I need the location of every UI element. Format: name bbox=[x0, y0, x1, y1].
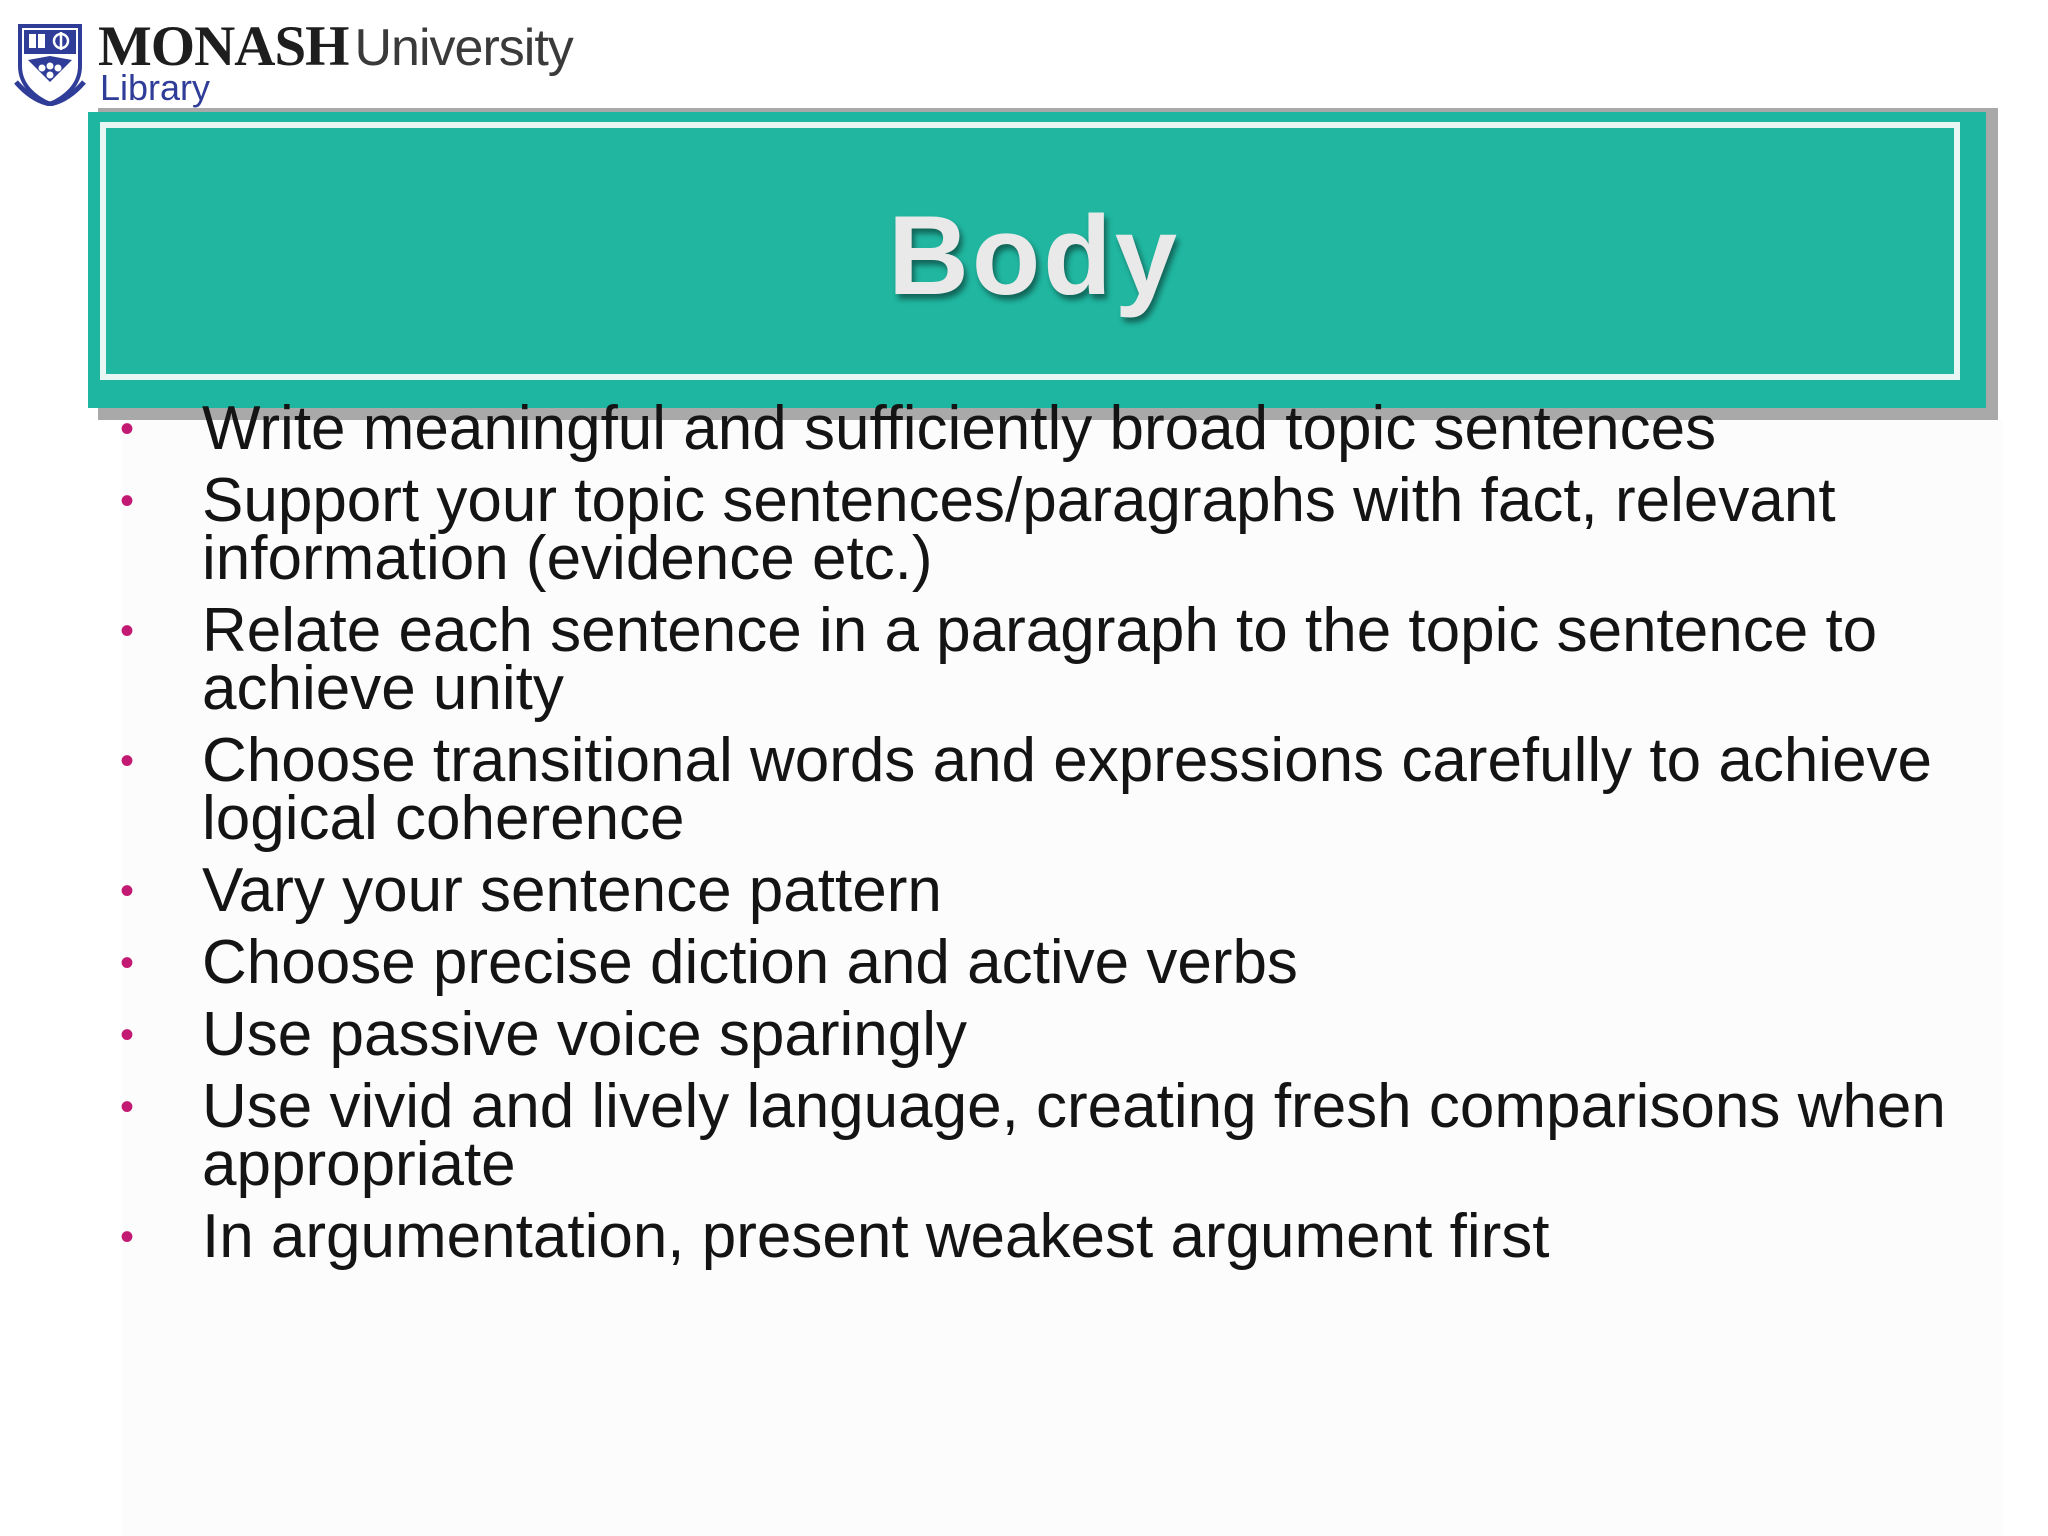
logo-wordmark: MONASH University bbox=[98, 15, 573, 78]
slide-title: Body bbox=[888, 192, 1180, 318]
bullet-item bbox=[120, 1000, 2000, 1069]
bullet-icon: • bbox=[120, 941, 135, 985]
bullet-item bbox=[120, 596, 2000, 723]
bullet-item bbox=[120, 394, 2000, 463]
bullet-text: Use vivid and lively language, creating fresh comparisons when appropriate bbox=[202, 1072, 1946, 1199]
bullet-icon: • bbox=[120, 1085, 135, 1129]
bullet-text: Choose transitional words and expressions carefully to achieve logical coherence bbox=[202, 726, 1933, 853]
bullet-text: Write meaningful and sufficiently broad topic sentences bbox=[202, 394, 1717, 463]
bullet-text: Use passive voice sparingly bbox=[202, 1000, 968, 1069]
bullet-icon: • bbox=[120, 609, 135, 653]
logo-library-label: Library bbox=[100, 67, 211, 108]
bullet-icon: • bbox=[120, 479, 135, 523]
bullet-icon: • bbox=[120, 869, 135, 913]
monash-library-logo bbox=[14, 15, 573, 108]
bullet-item bbox=[120, 726, 2000, 853]
bullet-text: Support your topic sentences/paragraphs with fact, relevant information (evidence etc.) bbox=[202, 466, 1836, 593]
bullet-text: Vary your sentence pattern bbox=[202, 856, 942, 925]
bullet-item bbox=[120, 1202, 2000, 1271]
title-banner-inner bbox=[100, 122, 1960, 380]
bullet-item bbox=[120, 1072, 2000, 1199]
bullet-icon: • bbox=[120, 407, 135, 451]
university-crest-icon bbox=[14, 20, 86, 106]
bullet-icon: • bbox=[120, 1215, 135, 1259]
bullet-text: In argumentation, present weakest argument first bbox=[202, 1202, 1550, 1271]
bullet-item bbox=[120, 466, 2000, 593]
bullet-item bbox=[120, 928, 2000, 997]
bullet-item bbox=[120, 856, 2000, 925]
bullet-list bbox=[120, 394, 2000, 1280]
bullet-icon: • bbox=[120, 739, 135, 783]
bullet-text: Choose precise diction and active verbs bbox=[202, 928, 1298, 997]
bullet-text: Relate each sentence in a paragraph to the topic sentence to achieve unity bbox=[202, 596, 1878, 723]
bullet-icon: • bbox=[120, 1013, 135, 1057]
